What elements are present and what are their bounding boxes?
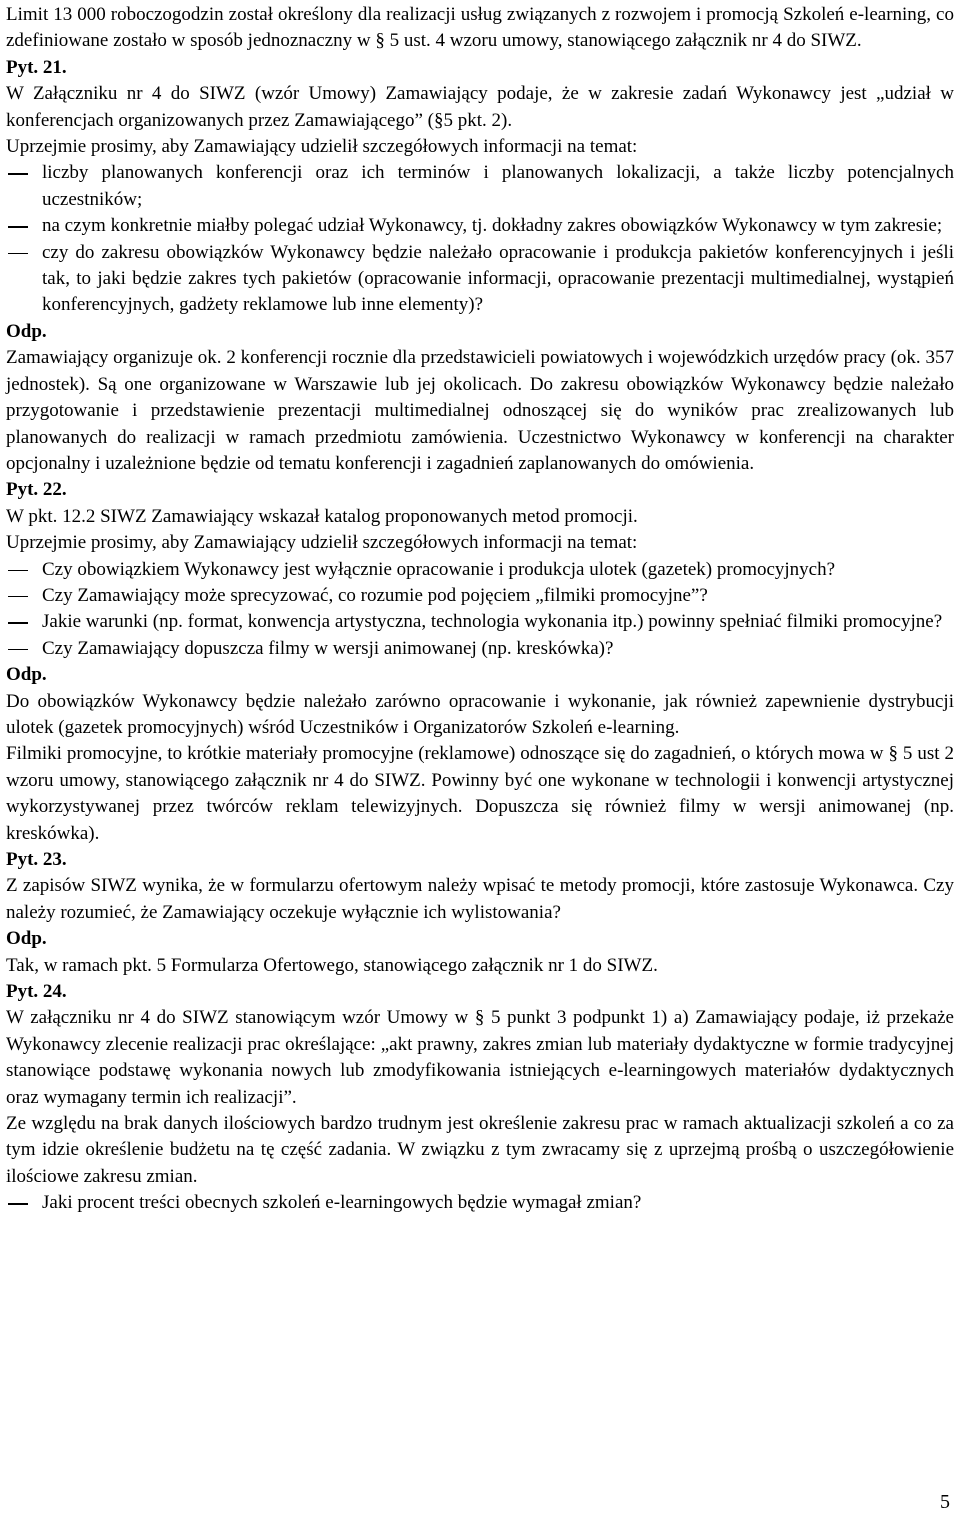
bullet-item xyxy=(6,213,954,239)
document-body xyxy=(6,2,954,1217)
paragraph: Z zapisów SIWZ wynika, że w formularzu ofertowym należy wpisać te metody promocji, które zastosuje Wykonawca. Czy należy rozumieć, że Zamawiający oczekuje wyłącznie ich wylistowania? xyxy=(6,875,954,923)
bullet-text: na czym konkretnie miałby polegać udział Wykonawcy, tj. dokładny zakres obowiązków Wykonawcy w tym zakresie; xyxy=(42,215,943,237)
paragraph: Uprzejmie prosimy, aby Zamawiający udzielił szczegółowych informacji na temat: xyxy=(6,532,638,554)
bullet-text: Czy Zamawiający może sprecyzować, co rozumie pod pojęciem „filmiki promocyjne”? xyxy=(42,584,708,606)
dash-bullet-icon xyxy=(6,160,42,213)
section-heading: Odp. xyxy=(6,320,47,342)
paragraph: Uprzejmie prosimy, aby Zamawiający udzielił szczegółowych informacji na temat: xyxy=(6,136,638,158)
section-heading: Odp. xyxy=(6,664,47,686)
bullet-item xyxy=(6,160,954,213)
dash-bullet-icon xyxy=(6,1190,42,1216)
section-heading: Pyt. 24. xyxy=(6,981,67,1003)
paragraph: W załączniku nr 4 do SIWZ stanowiącym wzór Umowy w § 5 punkt 3 podpunkt 1) a) Zamawiający podaje, iż przekaże Wykonawcy zlecenie realizacji prac określające: „akt prawny, zakres zmian lub materiały dydaktyczne w formie tradycyjnej stanowiące podstawę wykonania nowych lub zmodyfikowania istniejących e-learningowych materiałów dydaktycznych oraz wymagany termin ich realizacji”. xyxy=(6,1007,954,1108)
bullet-text: Czy obowiązkiem Wykonawcy jest wyłącznie opracowanie i produkcja ulotek (gazetek) promocyjnych? xyxy=(42,558,836,580)
section-heading: Pyt. 23. xyxy=(6,849,67,870)
bullet-text: czy do zakresu obowiązków Wykonawcy będzie należało opracowanie i produkcja pakietów konferencyjnych i jeśli tak, to jaki będzie zakres tych pakietów (opracowanie informacji, opracowanie prezentacji multimedialnej, wystąpień konferencyjnych, gadżety reklamowe lub inne elementy)? xyxy=(42,241,954,316)
dash-bullet-icon xyxy=(6,240,42,319)
bullet-item xyxy=(6,240,954,319)
dash-bullet-icon xyxy=(6,213,42,239)
bullet-item xyxy=(6,583,954,609)
dash-bullet-icon xyxy=(6,583,42,609)
page-number: 5 xyxy=(940,1490,950,1513)
paragraph: W Załączniku nr 4 do SIWZ (wzór Umowy) Zamawiający podaje, że w zakresie zadań Wykonawcy jest „udział w konferencjach organizowanych przez Zamawiającego” (§5 pkt. 2). xyxy=(6,83,954,131)
dash-bullet-icon xyxy=(6,609,42,635)
bullet-item xyxy=(6,1190,954,1216)
bullet-text: Jaki procent treści obecnych szkoleń e-learningowych będzie wymagał zmian? xyxy=(42,1192,642,1214)
bullet-item xyxy=(6,636,954,662)
paragraph: W pkt. 12.2 SIWZ Zamawiający wskazał katalog proponowanych metod promocji. xyxy=(6,505,638,527)
paragraph: Limit 13 000 roboczogodzin został określony dla realizacji usług związanych z rozwojem i promocją Szkoleń e-learning, co zdefiniowane zostało w sposób jednoznaczny w § 5 ust. 4 wzoru umowy, stanowiącego załącznik nr 4 do SIWZ. xyxy=(6,4,954,52)
dash-bullet-icon xyxy=(6,636,42,662)
paragraph: Zamawiający organizuje ok. 2 konferencji rocznie dla przedstawicieli powiatowych i wojewódzkich urzędów pracy (ok. 357 jednostek). Są one organizowane w Warszawie lub jej okolicach. Do zakresu obowiązków Wykonawcy będzie należało przygotowanie i przedstawienie prezentacji multimedialnej odnoszącej się do wyników prac zrealizowanych lub planowanych do realizacji w ramach przedmiotu zamówienia. Uczestnictwo Wykonawcy w konferencji na charakter opcjonalny i uzależnione będzie od tematu konferencji i zagadnień zaplanowanych do omówienia. xyxy=(6,347,954,474)
section-heading: Pyt. 22. xyxy=(6,479,67,501)
bullet-item xyxy=(6,609,954,635)
section-heading: Odp. xyxy=(6,928,47,950)
paragraph: Filmiki promocyjne, to krótkie materiały promocyjne (reklamowe) odnoszące się do zagadnień, o których mowa w § 5 ust 2 wzoru umowy, stanowiącego załącznik nr 4 do SIWZ. Powinny być one wykonane w technologii i konwencji artystycznej wykorzystywanej przez twórców reklam telewizyjnych. Dopuszcza się również filmy w wersji animowanej (np. kreskówka). xyxy=(6,743,954,844)
bullet-text: Czy Zamawiający dopuszcza filmy w wersji animowanej (np. kreskówka)? xyxy=(42,637,614,659)
bullet-text: Jakie warunki (np. format, konwencja artystyczna, technologia wykonania itp.) powinny spełniać filmiki promocyjne? xyxy=(42,611,943,633)
paragraph: Ze względu na brak danych ilościowych bardzo trudnym jest określenie zakresu prac w ramach aktualizacji szkoleń a co za tym idzie określenie budżetu na tę część zadania. W związku z tym zwracamy się z uprzejmą prośbą o uszczegółowienie ilościowe zakresu zmian. xyxy=(6,1113,954,1187)
paragraph: Do obowiązków Wykonawcy będzie należało zarówno opracowanie i wykonanie, jak również zapewnienie dystrybucji ulotek (gazetek promocyjnych) wśród Uczestników i Organizatorów Szkoleń e-learning. xyxy=(6,690,954,738)
section-heading: Pyt. 21. xyxy=(6,56,67,78)
dash-bullet-icon xyxy=(6,557,42,583)
bullet-item xyxy=(6,557,954,583)
bullet-text: liczby planowanych konferencji oraz ich terminów i planowanych lokalizacji, a także liczby potencjalnych uczestników; xyxy=(42,162,954,210)
paragraph: Tak, w ramach pkt. 5 Formularza Ofertowego, stanowiącego załącznik nr 1 do SIWZ. xyxy=(6,954,658,976)
